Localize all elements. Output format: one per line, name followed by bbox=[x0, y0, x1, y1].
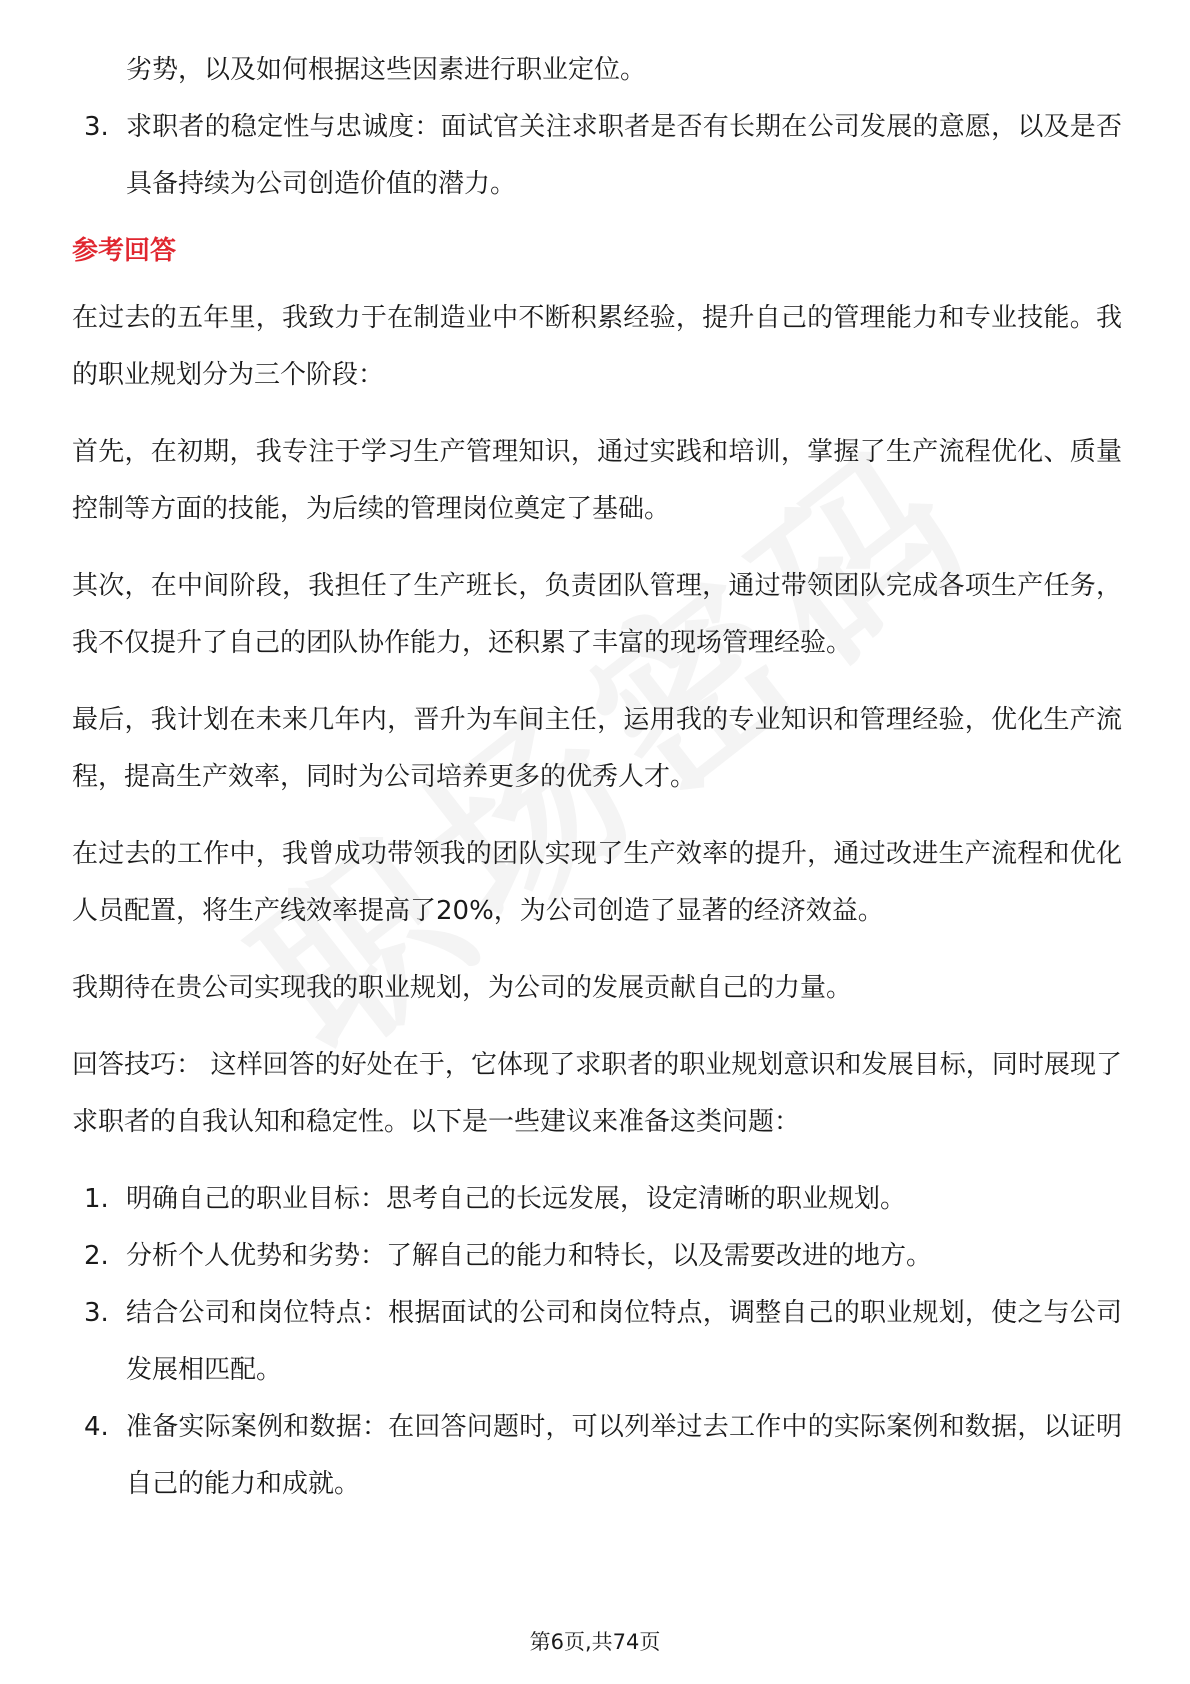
document-body bbox=[72, 42, 1122, 1513]
list-item bbox=[72, 1228, 1122, 1285]
list-item bbox=[72, 99, 1122, 213]
answer-paragraph: 其次，在中间阶段，我担任了生产班长，负责团队管理，通过带领团队完成各项生产任务，我不仅提升了自己的团队协作能力，还积累了丰富的现场管理经验。 bbox=[72, 571, 1122, 658]
answer-paragraph: 最后，我计划在未来几年内，晋升为车间主任，运用我的专业知识和管理经验，优化生产流程，提高生产效率，同时为公司培养更多的优秀人才。 bbox=[72, 705, 1122, 792]
list-item-text: 分析个人优势和劣势：了解自己的能力和特长，以及需要改进的地方。 bbox=[126, 1241, 933, 1271]
answer-paragraph: 在过去的工作中，我曾成功带领我的团队实现了生产效率的提升，通过改进生产流程和优化人员配置，将生产线效率提高了20%，为公司创造了显著的经济效益。 bbox=[72, 839, 1122, 926]
list-number: 3. bbox=[84, 112, 109, 142]
list-number: 3. bbox=[84, 1298, 109, 1328]
list-item-text: 准备实际案例和数据：在回答问题时，可以列举过去工作中的实际案例和数据，以证明自己的能力和成就。 bbox=[126, 1412, 1122, 1499]
list-item-text: 明确自己的职业目标：思考自己的长远发展，设定清晰的职业规划。 bbox=[126, 1184, 907, 1214]
list-number: 4. bbox=[84, 1412, 109, 1442]
tips-intro: 回答技巧： 这样回答的好处在于，它体现了求职者的职业规划意识和发展目标，同时展现了求职者的自我认知和稳定性。以下是一些建议来准备这类问题： bbox=[72, 1050, 1122, 1137]
page-footer: 第6页,共74页 bbox=[529, 1630, 661, 1654]
list-item-text: 求职者的稳定性与忠诚度：面试官关注求职者是否有长期在公司发展的意愿，以及是否具备持续为公司创造价值的潜力。 bbox=[126, 112, 1122, 199]
list-number: 2. bbox=[84, 1241, 109, 1271]
list-number: 1. bbox=[84, 1184, 109, 1214]
answer-paragraph: 在过去的五年里，我致力于在制造业中不断积累经验，提升自己的管理能力和专业技能。我的职业规划分为三个阶段： bbox=[72, 303, 1122, 390]
answer-paragraph: 我期待在贵公司实现我的职业规划，为公司的发展贡献自己的力量。 bbox=[72, 973, 853, 1003]
list-item bbox=[72, 1171, 1122, 1228]
section-title: 参考回答 bbox=[72, 236, 177, 266]
answer-paragraph: 首先，在初期，我专注于学习生产管理知识，通过实践和培训，掌握了生产流程优化、质量控制等方面的技能，为后续的管理岗位奠定了基础。 bbox=[72, 437, 1122, 524]
list-item bbox=[72, 1285, 1122, 1399]
continued-list-text: 劣势，以及如何根据这些因素进行职业定位。 bbox=[126, 55, 647, 85]
list-item-text: 结合公司和岗位特点：根据面试的公司和岗位特点，调整自己的职业规划，使之与公司发展相匹配。 bbox=[126, 1298, 1122, 1385]
list-item bbox=[72, 1399, 1122, 1513]
